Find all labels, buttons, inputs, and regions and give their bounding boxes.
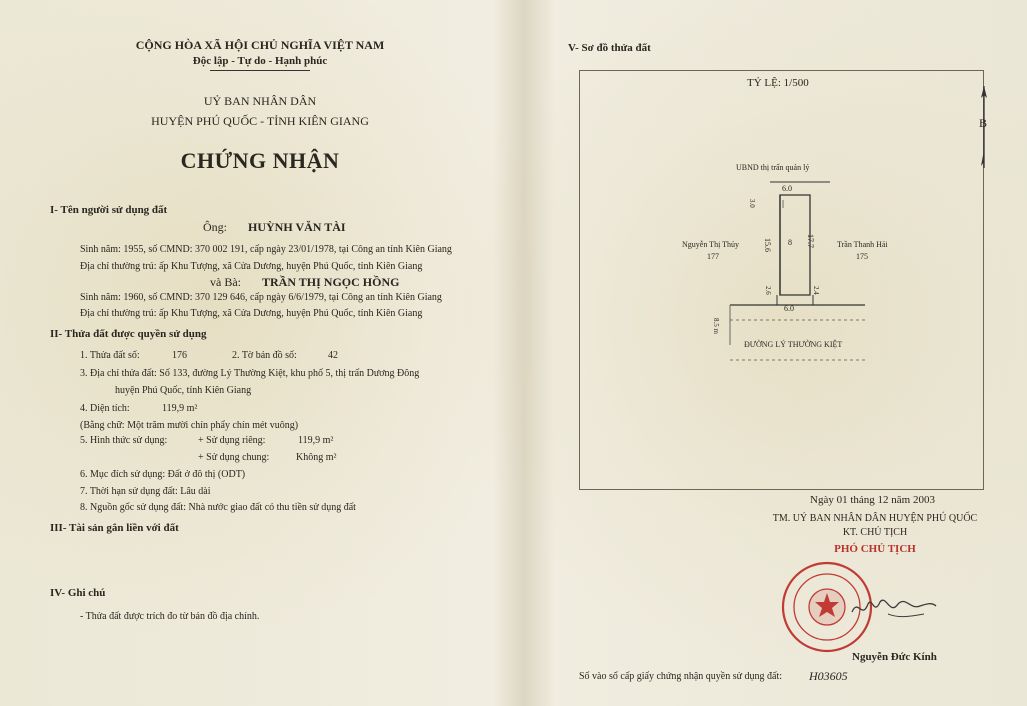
section-2-title: II- Thửa đất được quyền sử dụng xyxy=(50,328,207,340)
private-use-value: 119,9 m² xyxy=(298,435,334,446)
note-text: - Thửa đất được trích đo từ bản đồ địa chính. xyxy=(80,611,260,622)
area-value: 119,9 m² xyxy=(162,403,198,414)
common-use-label: + Sử dụng chung: xyxy=(198,452,270,463)
plot-west-parcel: 177 xyxy=(707,252,719,261)
parcel-address-line-1: 3. Địa chỉ thửa đất: Số 133, đường Lý Thường Kiệt, khu phố 5, thị trấn Dương Đông xyxy=(80,368,420,379)
plot-north-neighbor: UBND thị trấn quản lý xyxy=(736,163,810,172)
vice-chairman-title: PHÓ CHỦ TỊCH xyxy=(834,543,916,555)
owner-2-birth: Sinh năm: 1960, số CMND: 370 129 646, cấp ngày 6/6/1979, tại Công an tỉnh Kiên Giang xyxy=(80,292,442,303)
plot-road-name: ĐƯỜNG LÝ THƯỜNG KIỆT xyxy=(744,340,843,349)
usage-origin: 8. Nguồn gốc sử dụng đất: Nhà nước giao đất có thu tiền sử dụng đất xyxy=(80,502,356,513)
signer-position: KT. CHỦ TỊCH xyxy=(842,527,908,538)
plot-bottom-offset-left: 2.6 xyxy=(764,286,772,295)
signer-name: Nguyễn Đức Kính xyxy=(852,651,937,663)
owner-1-address: Địa chỉ thường trú: ấp Khu Tượng, xã Cửa Dương, huyện Phú Quốc, tỉnh Kiên Giang xyxy=(80,261,423,272)
owner-1-birth: Sinh năm: 1955, số CMND: 370 002 191, cấp ngày 23/01/1978, tại Công an tỉnh Kiên Giang xyxy=(80,244,452,255)
national-title: CỘNG HÒA XÃ HỘI CHỦ NGHĨA VIỆT NAM xyxy=(135,38,385,52)
plot-bottom-width: 6.0 xyxy=(784,304,794,313)
usage-term: 7. Thời hạn sử dụng đất: Lâu dài xyxy=(80,486,211,497)
issue-date: Ngày 01 tháng 12 năm 2003 xyxy=(810,494,935,506)
plot-west-neighbor: Nguyễn Thị Thủy xyxy=(682,240,740,249)
plot-road-width: 8.5 m xyxy=(712,318,720,334)
motto-underline xyxy=(210,70,310,71)
section-4-title: IV- Ghi chú xyxy=(50,587,106,599)
owner-1-name: HUỲNH VĂN TÀI xyxy=(248,220,346,234)
plot-bottom-offset-right: 2.4 xyxy=(812,286,820,295)
owner-2-prefix: và Bà: xyxy=(210,275,241,289)
usage-form-label: 5. Hình thức sử dụng: xyxy=(80,435,168,446)
north-label: B xyxy=(979,116,988,130)
plot-east-parcel: 175 xyxy=(856,252,868,261)
parcel-address-line-2: huyện Phú Quốc, tỉnh Kiên Giang xyxy=(115,385,252,396)
section-5-title: V- Sơ đồ thửa đất xyxy=(568,42,651,54)
plot-parcel-id: 8 xyxy=(788,238,792,247)
district-name: HUYỆN PHÚ QUỐC - TỈNH KIÊN GIANG xyxy=(151,114,369,128)
plot-top-width: 6.0 xyxy=(782,184,792,193)
plot-east-neighbor: Trần Thanh Hải xyxy=(837,240,888,249)
section-3-title: III- Tài sản gắn liền với đất xyxy=(50,522,179,534)
committee-name: UỶ BAN NHÂN DÂN xyxy=(203,94,317,108)
parcel-number-label: 1. Thửa đất số: xyxy=(80,350,140,361)
area-label: 4. Diện tích: xyxy=(80,403,130,414)
usage-purpose: 6. Mục đích sử dụng: Đất ở đô thị (ODT) xyxy=(80,469,246,480)
registry-label: Số vào sổ cấp giấy chứng nhận quyền sử dụng đất: xyxy=(579,671,783,682)
owner-2-name: TRẦN THỊ NGỌC HỒNG xyxy=(262,275,400,289)
plot-left-length: 15.6 xyxy=(763,238,772,252)
national-motto: Độc lập - Tự do - Hạnh phúc xyxy=(192,55,328,67)
section-1-title: I- Tên người sử dụng đất xyxy=(50,204,168,216)
handwritten-signature xyxy=(848,592,938,622)
document-heading: CHỨNG NHẬN xyxy=(180,148,340,173)
area-in-words: (Bằng chữ: Một trăm mười chín phẩy chín mét vuông) xyxy=(80,420,299,431)
parcel-number: 176 xyxy=(172,350,187,361)
owner-1-prefix: Ông: xyxy=(203,220,227,234)
map-sheet-number: 42 xyxy=(328,350,338,361)
plot-right-length: 17.7 xyxy=(806,234,815,248)
common-use-value: Không m² xyxy=(296,452,337,463)
signer-org: TM. UỶ BAN NHÂN DÂN HUYỆN PHÚ QUỐC xyxy=(772,513,978,524)
map-sheet-label: 2. Tờ bản đồ số: xyxy=(232,350,297,361)
plot-top-offset: 3.0 xyxy=(748,199,756,208)
scale-label: TỶ LỆ: 1/500 xyxy=(747,77,809,89)
owner-2-address: Địa chỉ thường trú: ấp Khu Tượng, xã Cửa Dương, huyện Phú Quốc, tỉnh Kiên Giang xyxy=(80,308,423,319)
private-use-label: + Sử dụng riêng: xyxy=(198,435,266,446)
registry-number: H03605 xyxy=(809,669,848,683)
